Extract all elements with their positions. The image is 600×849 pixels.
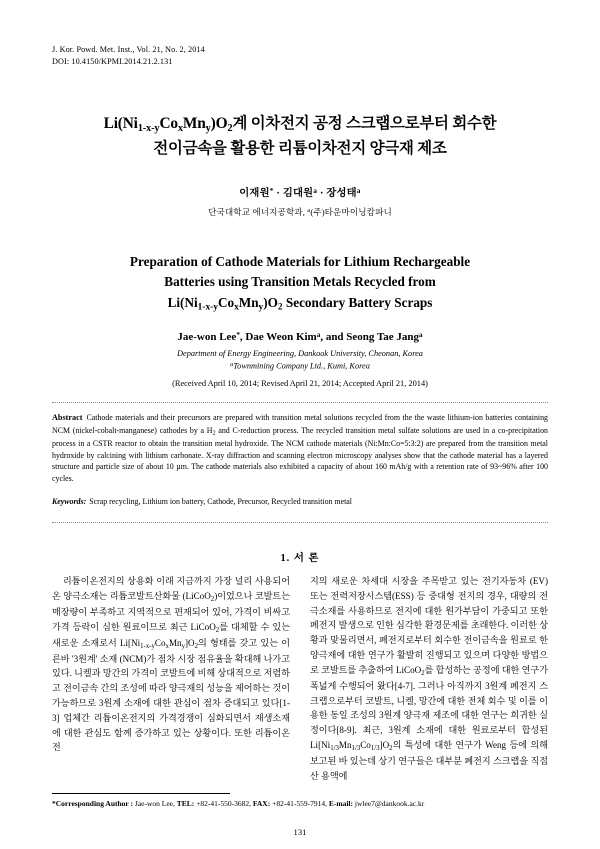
body-column-left <box>52 574 290 784</box>
english-title-seg: )O <box>263 294 278 310</box>
paragraph <box>310 574 548 784</box>
body-sub: 2 <box>421 669 425 677</box>
korean-affiliation-2: (주)타운마이닝캄파니 <box>310 206 392 217</box>
korean-title-seg: Co <box>159 114 178 132</box>
korean-affiliation-1: 단국대학교 에너지공학과, <box>208 206 308 217</box>
journal-header <box>52 44 548 68</box>
english-title-sub: y <box>258 302 264 313</box>
tel-label: TEL: <box>176 798 195 808</box>
english-title-seg: Li(Ni <box>167 294 198 310</box>
body-sub: 2 <box>210 595 215 603</box>
corresponding-name: Jae-won Lee, <box>133 798 177 808</box>
abstract-text-1: Cathode materials and their precursors are prepared with transition metal solutions recycled from the the <box>86 413 425 423</box>
body-sub: 2 <box>194 642 198 650</box>
body-seg: Mn <box>338 740 352 751</box>
english-title-sub: 2 <box>277 302 283 313</box>
english-title-seg: Mn <box>238 294 259 310</box>
body-seg: 를 대체할 수 있는 새로운 소재로서 Li[Ni <box>52 621 290 648</box>
english-affiliation-line2 <box>52 360 548 373</box>
english-title-seg: Secondary Battery Scraps <box>282 294 433 310</box>
paragraph <box>52 574 290 755</box>
english-title-line3 <box>52 293 548 315</box>
page-footer <box>52 793 548 810</box>
korean-author-2: · 김대원 <box>273 187 314 199</box>
body-sub: 1-x-y <box>140 642 155 650</box>
journal-doi: DOI: 10.4150/KPMI.2014.21.2.131 <box>52 56 173 66</box>
korean-authors <box>52 184 548 199</box>
korean-title <box>52 112 548 162</box>
abstract-text-2: waste lithium-ion batteries containing NCM (nickel-cobalt-manganese) cathodes by a H <box>52 413 548 435</box>
body-seg: Mn <box>168 637 182 648</box>
english-affiliation <box>52 348 548 374</box>
keywords <box>52 496 548 508</box>
abstract-subscript: 2 <box>212 429 216 437</box>
body-seg: 리튬이온전지의 상용화 이래 지금까지 가장 널리 사용되어 온 양극소재는 리튬코발트산화물 (LiCoO <box>52 576 290 601</box>
body-seg: ]O <box>379 740 390 751</box>
body-seg: 를 합성하는 공정에 대한 연구가 폭넓게 수행되어 왔다[4-7]. 그러나 아직까지 3원계 폐전지 스크랩으로부터 코발트, 니켈, 망간에 대한 전체 회수 및 이를 이용한 동일 조성의 3원계 양극재 제조에 대한 연구는 희귀한 실정이다[8-9]. 최근, 3원계 소재에 대한 원료로부터 합성된 Li[Ni <box>310 664 548 751</box>
english-author-2: , Dae Weon Kim <box>239 330 317 343</box>
english-title-line1: Preparation of Cathode Materials for Lithium Rechargeable <box>129 253 471 269</box>
korean-title-line2: 전이금속을 활용한 리튬이차전지 양극재 제조 <box>153 139 447 157</box>
korean-author-1-mark: * <box>269 185 274 195</box>
english-title-sub: 1-x-y <box>197 302 218 313</box>
tel-value: +82-41-550-3682, <box>194 798 253 808</box>
body-seg: 의 형태를 갖고 있는 이른바 '3원계' 소재 (NCM)가 점차 시장 점유율을 확대해 나가고 있다. 니켈과 망간의 가격이 코발트에 비해 상대적으로 저렴하고 전이금속 간의 조성에 따라 양극재의 성능을 제어하는 것이 가능하므로 3원계 소재에 대한 관심이 점차 증대되고 있다[1-3] 업체간 리튬이온전지의 가격경쟁이 심화되면서 재생소재에 대한 관심도 함께 증가하고 있는 상황이다. 또한 리튬이온전 <box>52 637 290 753</box>
title-block <box>52 112 548 389</box>
korean-title-sub: 2 <box>227 122 233 134</box>
english-author-2-mark: a <box>316 330 321 339</box>
body-seg: 지의 새로운 차세대 시장을 주목받고 있는 전기자동차 (EV) 또는 전력저장시스템(ESS) 등 중대형 전지의 경우, 대량의 전극소재를 사용하므로 전지에 대한 원가부담이 가중되고 또한 폐전지 발생으로 인한 심각한 환경문제를 초래한다. 이러한 상황과 맞물리면서, 폐전지로부터 회수한 전이금속을 원료로 한 양극재에 대한 연구가 활발히 진행되고 있으며 다양한 방법으로 코발트를 추출하여 LiCoO <box>310 576 548 675</box>
section-heading-introduction: 1. 서 론 <box>280 553 320 564</box>
english-title <box>52 252 548 315</box>
keywords-text: Scrap recycling, Lithium ion battery, Cathode, Precursor, Recycled transition metal <box>89 497 352 507</box>
body-seg: ]O <box>184 637 195 648</box>
korean-title-sub: x <box>177 122 183 134</box>
abstract-text-3: and C-reduction process. The recycled transition metal sulfate solutions are used in a co-precipitation process in a CSTR reactor to obtain the transition metal hydroxide. The NCM cathode materials (Ni:Mn:Co=5:3:2) are prepared from the transition metal hydroxide by calcining with lithium carbonate. X-ray diffraction and scanning electron microscopy analyses show that the cathode material has a layered structure and particle size of about 10 µm. The cathode materials also exhibited a capacity of about 160 mAh/g with a retention rate of 93~96% after 100 cycles. <box>52 425 548 484</box>
body-columns <box>52 574 548 784</box>
english-title-line2: Batteries using Transition Metals Recycled from <box>164 274 436 290</box>
abstract-label: Abstract <box>52 413 83 423</box>
korean-author-3-mark: a <box>356 185 361 195</box>
korean-title-seg: Li(Ni <box>103 114 138 132</box>
fax-label: FAX: <box>252 798 271 808</box>
page-number: 131 <box>293 827 307 837</box>
corresponding-author-note <box>52 799 548 810</box>
korean-affiliation <box>52 206 548 218</box>
english-author-1-mark: * <box>236 330 240 339</box>
body-column-right <box>310 574 548 784</box>
body-sub: x <box>165 642 169 650</box>
korean-title-seg: Mn <box>182 114 206 132</box>
korean-author-2-mark: a <box>313 185 318 195</box>
fax-value: +82-41-559-7914, <box>270 798 329 808</box>
body-sub: y <box>181 642 185 650</box>
abstract-top-rule <box>52 402 548 403</box>
english-authors <box>52 331 548 343</box>
abstract <box>52 412 548 485</box>
received-dates: (Received April 10, 2014; Revised April 21, 2014; Accepted April 21, 2014) <box>172 379 428 389</box>
email-value[interactable]: jwlee7@dankook.ac.kr <box>353 798 425 808</box>
english-author-3: , and Seong Tae Jang <box>320 330 420 343</box>
korean-title-sub: y <box>205 122 211 134</box>
korean-title-seg: )O <box>210 114 228 132</box>
journal-citation: J. Kor. Powd. Met. Inst., Vol. 21, No. 2, 2014 <box>52 45 205 54</box>
body-seg: )이었으나 코발트는 매장량이 부족하고 지역적으로 편재되어 있어, 가격이 비싸고 가격 등락이 심한 원료이므로 최근 LiCoO <box>52 590 290 632</box>
body-sub: 1/3 <box>351 744 361 752</box>
email-label: E-mail: <box>328 798 353 808</box>
body-sub: 2 <box>389 744 393 752</box>
english-affiliation-mark: a <box>230 361 234 369</box>
corresponding-label: *Corresponding Author : <box>52 798 133 808</box>
body-seg: Co <box>360 740 371 751</box>
korean-affiliation-mark: a <box>307 206 311 214</box>
body-seg: 의 특성에 대한 연구가 Weng 등에 의해 보고된 바 있는데 상기 연구들은 대부분 폐전지 스크랩을 직접 산 용액에 <box>310 740 548 781</box>
korean-title-sub: 1-x-y <box>137 122 160 134</box>
english-affiliation-text: Townmining Company Ltd., Kumi, Korea <box>233 361 370 371</box>
english-affiliation-line1: Department of Energy Engineering, Dankook University, Cheonan, Korea <box>177 348 423 358</box>
english-author-1: Jae-won Lee <box>177 330 237 343</box>
body-sub: 2 <box>215 626 220 634</box>
english-title-seg: Co <box>217 294 235 310</box>
korean-author-3: · 장성태 <box>317 187 357 199</box>
body-sub: 1/3 <box>370 744 380 752</box>
korean-author-1: 이재원 <box>239 187 270 199</box>
abstract-bottom-rule <box>52 522 548 523</box>
body-seg: Co <box>154 637 166 648</box>
footnote-rule <box>52 793 230 794</box>
english-author-3-mark: a <box>419 330 423 339</box>
korean-title-seg: 계 이차전지 공정 스크랩으로부터 회수한 <box>232 114 497 132</box>
body-sub: 1/3 <box>330 744 339 752</box>
keywords-label: Keywords: <box>52 497 87 507</box>
english-title-sub: x <box>234 302 239 313</box>
